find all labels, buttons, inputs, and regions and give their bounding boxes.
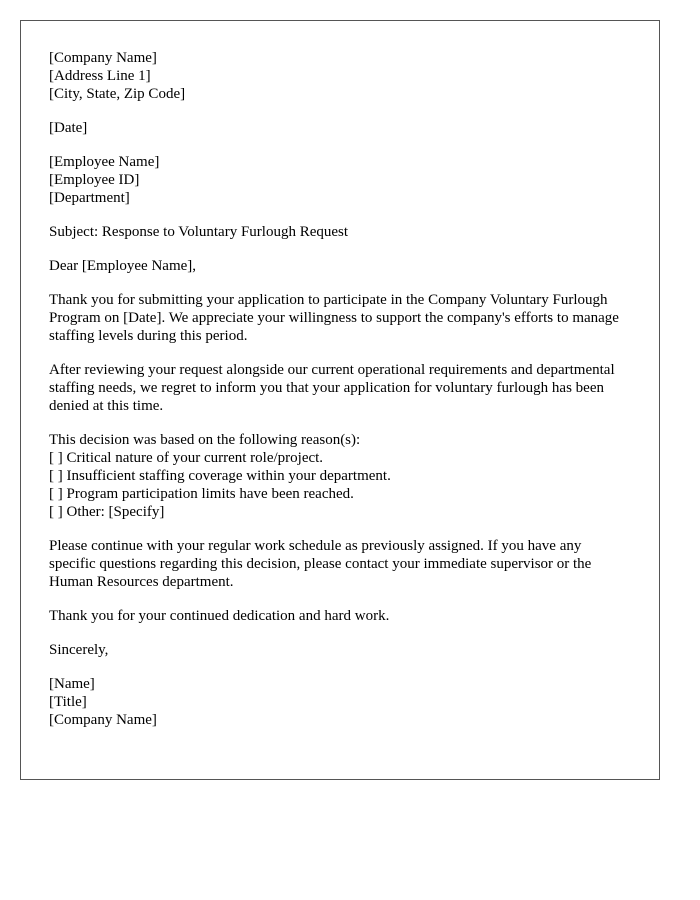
recipient-employee-id: [Employee ID] (49, 172, 140, 188)
recipient-employee-name: [Employee Name] (49, 154, 160, 170)
signature-name: [Name] (49, 676, 95, 692)
recipient-department: [Department] (49, 190, 130, 206)
sender-company-name: [Company Name] (49, 50, 157, 66)
intro-paragraph: Thank you for submitting your application to participate in the Company Voluntary Furlough Program on [Date]. We appreciate your willingness to support the company's efforts to manage staffing levels during this period. (49, 292, 619, 344)
closing (49, 641, 631, 659)
salutation-text: Dear [Employee Name], (49, 258, 197, 274)
closing-text: Sincerely, (49, 642, 109, 658)
reason-item: [ ] Insufficient staffing coverage within your department. (49, 468, 391, 484)
sender-address-block (49, 49, 631, 103)
subject-text: Subject: Response to Voluntary Furlough Request (49, 224, 349, 240)
reasons-heading: This decision was based on the following reason(s): (49, 432, 361, 448)
signature-title: [Title] (49, 694, 87, 710)
reasons-section (49, 431, 631, 521)
sender-address-line-1: [Address Line 1] (49, 68, 151, 84)
reason-item: [ ] Other: [Specify] (49, 504, 165, 520)
signature-company-name: [Company Name] (49, 712, 157, 728)
reason-item: [ ] Critical nature of your current role/project. (49, 450, 324, 466)
sender-city-state-zip: [City, State, Zip Code] (49, 86, 186, 102)
letter-date: [Date] (49, 120, 88, 136)
reason-item: [ ] Program participation limits have been reached. (49, 486, 354, 502)
continue-paragraph: Please continue with your regular work schedule as previously assigned. If you have any specific questions regarding this decision, please contact your immediate supervisor or the Human Resources department. (49, 538, 592, 590)
date-block (49, 119, 631, 137)
salutation (49, 257, 631, 275)
letter-page (20, 20, 660, 780)
subject-line (49, 223, 631, 241)
decision-paragraph: After reviewing your request alongside our current operational requirements and departmental staffing needs, we regret to inform you that your application for voluntary furlough has been denied at this time. (49, 362, 615, 414)
thanks-paragraph: Thank you for your continued dedication and hard work. (49, 608, 390, 624)
recipient-block (49, 153, 631, 207)
signature-block (49, 675, 631, 729)
